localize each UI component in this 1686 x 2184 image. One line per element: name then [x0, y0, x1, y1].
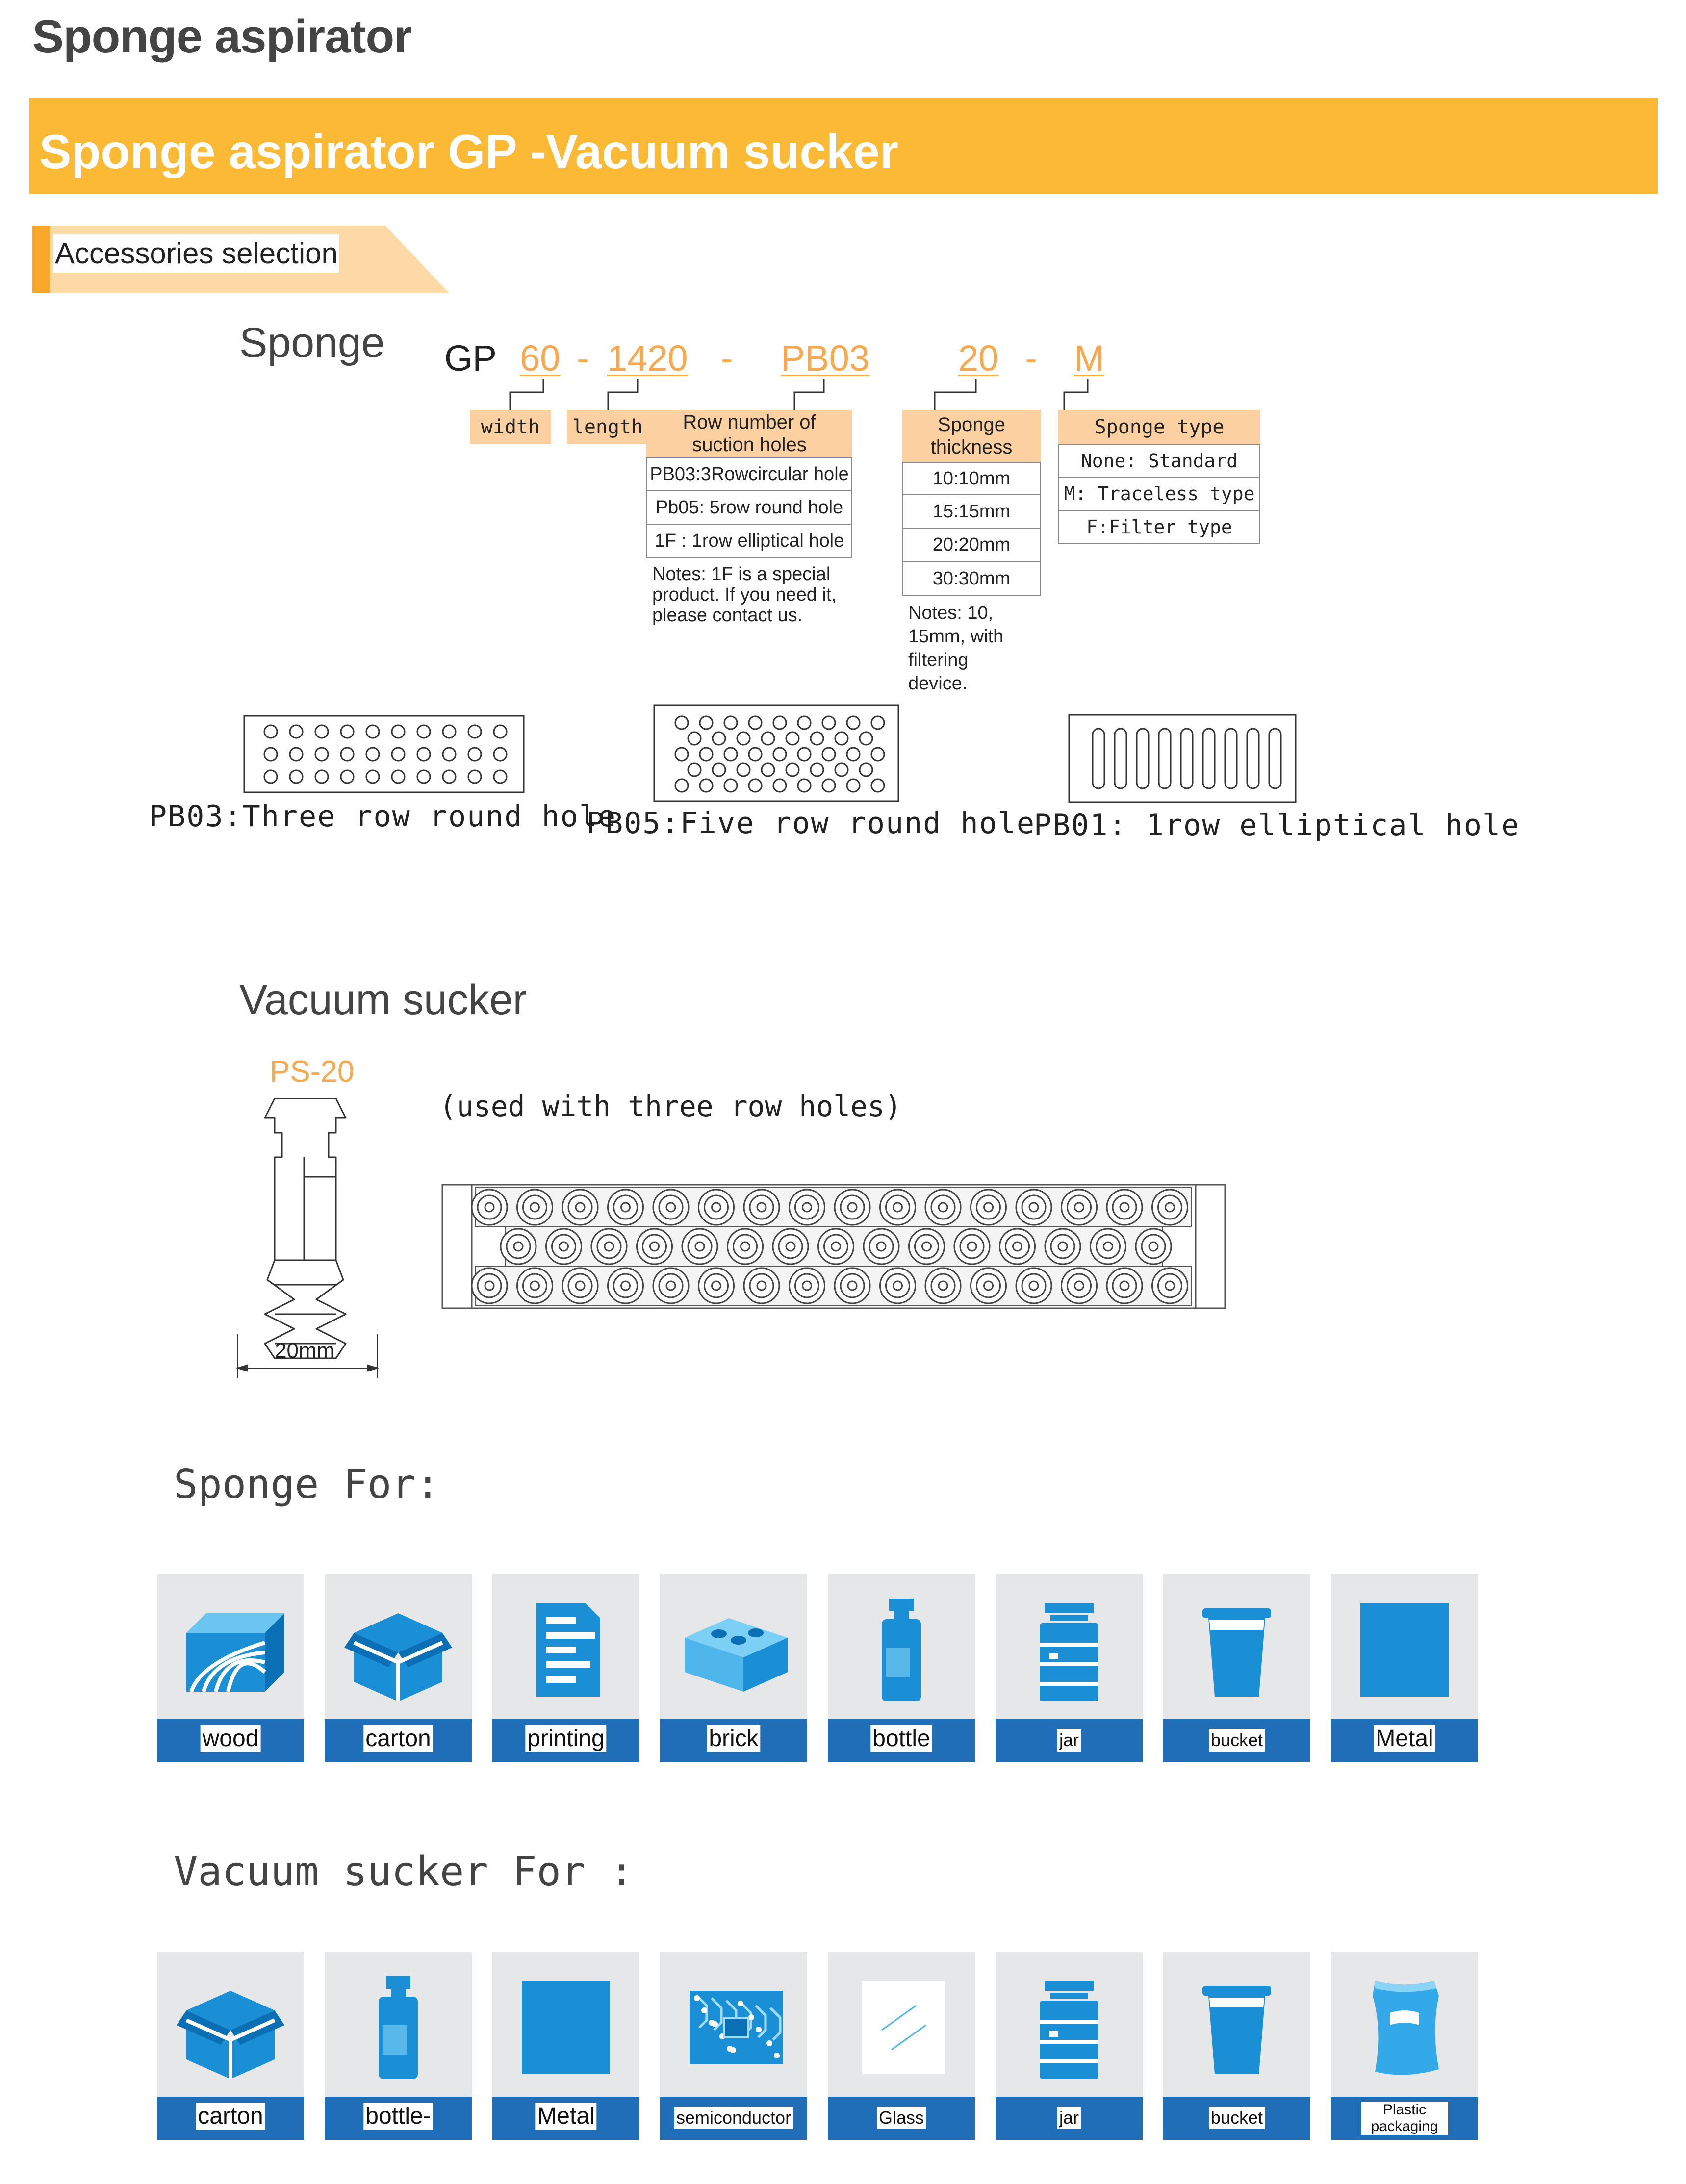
tile-label-bar — [1163, 2097, 1310, 2140]
bottle-icon — [843, 1589, 960, 1706]
tile-label-bar — [157, 1719, 304, 1762]
material-tile-plastic-packaging — [1331, 1952, 1478, 2140]
thickness-option-20: 20:20mm — [902, 529, 1041, 562]
tile-label-bar — [1331, 2097, 1478, 2140]
vacuum-model: PS-20 — [270, 1055, 355, 1089]
rows-option-pb05: Pb05: 5row round hole — [646, 491, 852, 525]
pb03-caption: PB03:Three row round hole — [149, 799, 617, 834]
tile-label-bar — [660, 2097, 807, 2140]
material-tile-bucket — [1163, 1574, 1310, 1762]
suction-cup-dimension: 20mm — [275, 1339, 335, 1363]
type-option-f: F:Filter type — [1058, 511, 1260, 544]
sucker-array-drawing — [441, 1184, 1226, 1309]
type-option-m: M: Traceless type — [1058, 478, 1260, 511]
pb05-caption: PB05:Five row round hole — [587, 806, 1035, 840]
material-tile-metal — [492, 1952, 639, 2140]
length-header: length — [567, 410, 648, 444]
tile-label-bar — [660, 1719, 807, 1762]
code-connector-lines — [0, 0, 1686, 441]
rows-option-1f: 1F : 1row elliptical hole — [646, 525, 852, 558]
tile-label: Metal — [535, 2103, 596, 2130]
tile-label: brick — [707, 1725, 760, 1752]
printing-icon — [507, 1589, 625, 1706]
material-tile-wood — [157, 1574, 304, 1762]
bucket-icon — [1178, 1966, 1296, 2084]
pb05-pattern-diagram — [653, 704, 899, 802]
material-tile-jar — [996, 1952, 1143, 2140]
material-tile-printing — [492, 1574, 639, 1762]
thickness-option-10: 10:10mm — [902, 462, 1041, 495]
pb03-pattern-diagram — [243, 715, 525, 793]
code-thickness: 20 — [958, 338, 999, 379]
banner-title: Sponge aspirator GP -Vacuum sucker — [39, 125, 898, 178]
glass-icon — [843, 1966, 960, 2084]
rows-option-pb03: PB03:3Rowcircular hole — [646, 457, 852, 491]
tile-label-bar — [492, 2097, 639, 2140]
semiconductor-icon — [675, 1966, 792, 2084]
tile-label-bar — [828, 2097, 975, 2140]
thickness-option-15: 15:15mm — [902, 495, 1041, 529]
sponge-for-label: Sponge For: — [174, 1461, 440, 1508]
tile-label: carton — [196, 2103, 265, 2130]
code-width: 60 — [520, 338, 561, 379]
tile-label: bottle- — [363, 2103, 433, 2130]
carton-icon — [339, 1589, 457, 1706]
tile-label: Plastic packaging — [1361, 2102, 1448, 2135]
tile-label-bar — [996, 2097, 1143, 2140]
material-tile-carton — [157, 1952, 304, 2140]
tile-label-bar — [492, 1719, 639, 1762]
tile-label-bar — [157, 2097, 304, 2140]
type-header: Sponge type — [1058, 410, 1260, 444]
material-tile-bucket — [1163, 1952, 1310, 2140]
tile-label: bucket — [1209, 1729, 1265, 1752]
tile-label: Glass — [877, 2107, 926, 2129]
thickness-header: Sponge thickness — [902, 410, 1041, 462]
bucket-icon — [1178, 1589, 1296, 1706]
tile-label-bar — [325, 1719, 472, 1762]
tile-label-bar — [996, 1719, 1143, 1762]
tile-label: bottle — [870, 1725, 932, 1752]
tile-label-bar — [1163, 1719, 1310, 1762]
code-type: M — [1074, 338, 1104, 379]
width-header: width — [470, 410, 551, 444]
rows-note: Notes: 1F is a special product. If you need it, please contact us. — [652, 564, 837, 626]
code-dash-2: - — [721, 338, 733, 379]
pb01-pattern-diagram — [1068, 714, 1297, 803]
material-tile-jar — [996, 1574, 1143, 1762]
tile-label-bar — [828, 1719, 975, 1762]
thickness-option-30: 30:30mm — [902, 562, 1041, 596]
metal-icon — [1346, 1589, 1463, 1706]
code-prefix: GP — [444, 338, 497, 379]
material-tile-bottle — [325, 1952, 472, 2140]
tile-label-bar — [1331, 1719, 1478, 1762]
code-length: 1420 — [607, 338, 688, 379]
tile-label: wood — [201, 1725, 261, 1752]
plastic-packaging-icon — [1346, 1966, 1463, 2084]
vacuum-section-label: Vacuum sucker — [239, 976, 527, 1023]
vacuum-for-label: Vacuum sucker For : — [174, 1849, 634, 1895]
code-dash-3: - — [1025, 338, 1037, 379]
carton-icon — [172, 1966, 289, 2084]
material-tile-metal — [1331, 1574, 1478, 1762]
vacuum-usage-note: (used with three row holes) — [439, 1090, 902, 1123]
sponge-section-label: Sponge — [239, 319, 385, 366]
brick-icon — [675, 1589, 792, 1706]
code-holes: PB03 — [781, 338, 870, 379]
tile-label: carton — [363, 1725, 433, 1752]
material-tile-bottle — [828, 1574, 975, 1762]
tile-label: jar — [1057, 1729, 1081, 1752]
tile-label: jar — [1057, 2107, 1081, 2129]
code-dash-1: - — [577, 338, 589, 379]
material-tile-semiconductor — [660, 1952, 807, 2140]
material-tile-glass — [828, 1952, 975, 2140]
page-title: Sponge aspirator — [32, 10, 412, 63]
accessories-tab-label: Accessories selection — [53, 234, 339, 273]
tile-label-bar — [325, 2097, 472, 2140]
material-tile-carton — [325, 1574, 472, 1762]
material-tile-brick — [660, 1574, 807, 1762]
wood-icon — [172, 1589, 289, 1706]
metal-icon — [507, 1966, 625, 2084]
thickness-note: Notes: 10, 15mm, with filtering device. — [908, 603, 1004, 694]
tile-label: bucket — [1209, 2107, 1265, 2129]
type-option-none: None: Standard — [1058, 444, 1260, 478]
tile-label: Metal — [1374, 1725, 1435, 1752]
tile-label: semiconductor — [674, 2107, 793, 2129]
suction-cup-drawing — [230, 1098, 387, 1378]
jar-icon — [1010, 1966, 1128, 2084]
tile-label: printing — [525, 1725, 606, 1752]
jar-icon — [1010, 1589, 1128, 1706]
bottle-icon — [339, 1966, 457, 2084]
rows-header: Row number of suction holes — [646, 410, 852, 457]
pb01-caption: PB01: 1row elliptical hole — [1034, 808, 1520, 842]
